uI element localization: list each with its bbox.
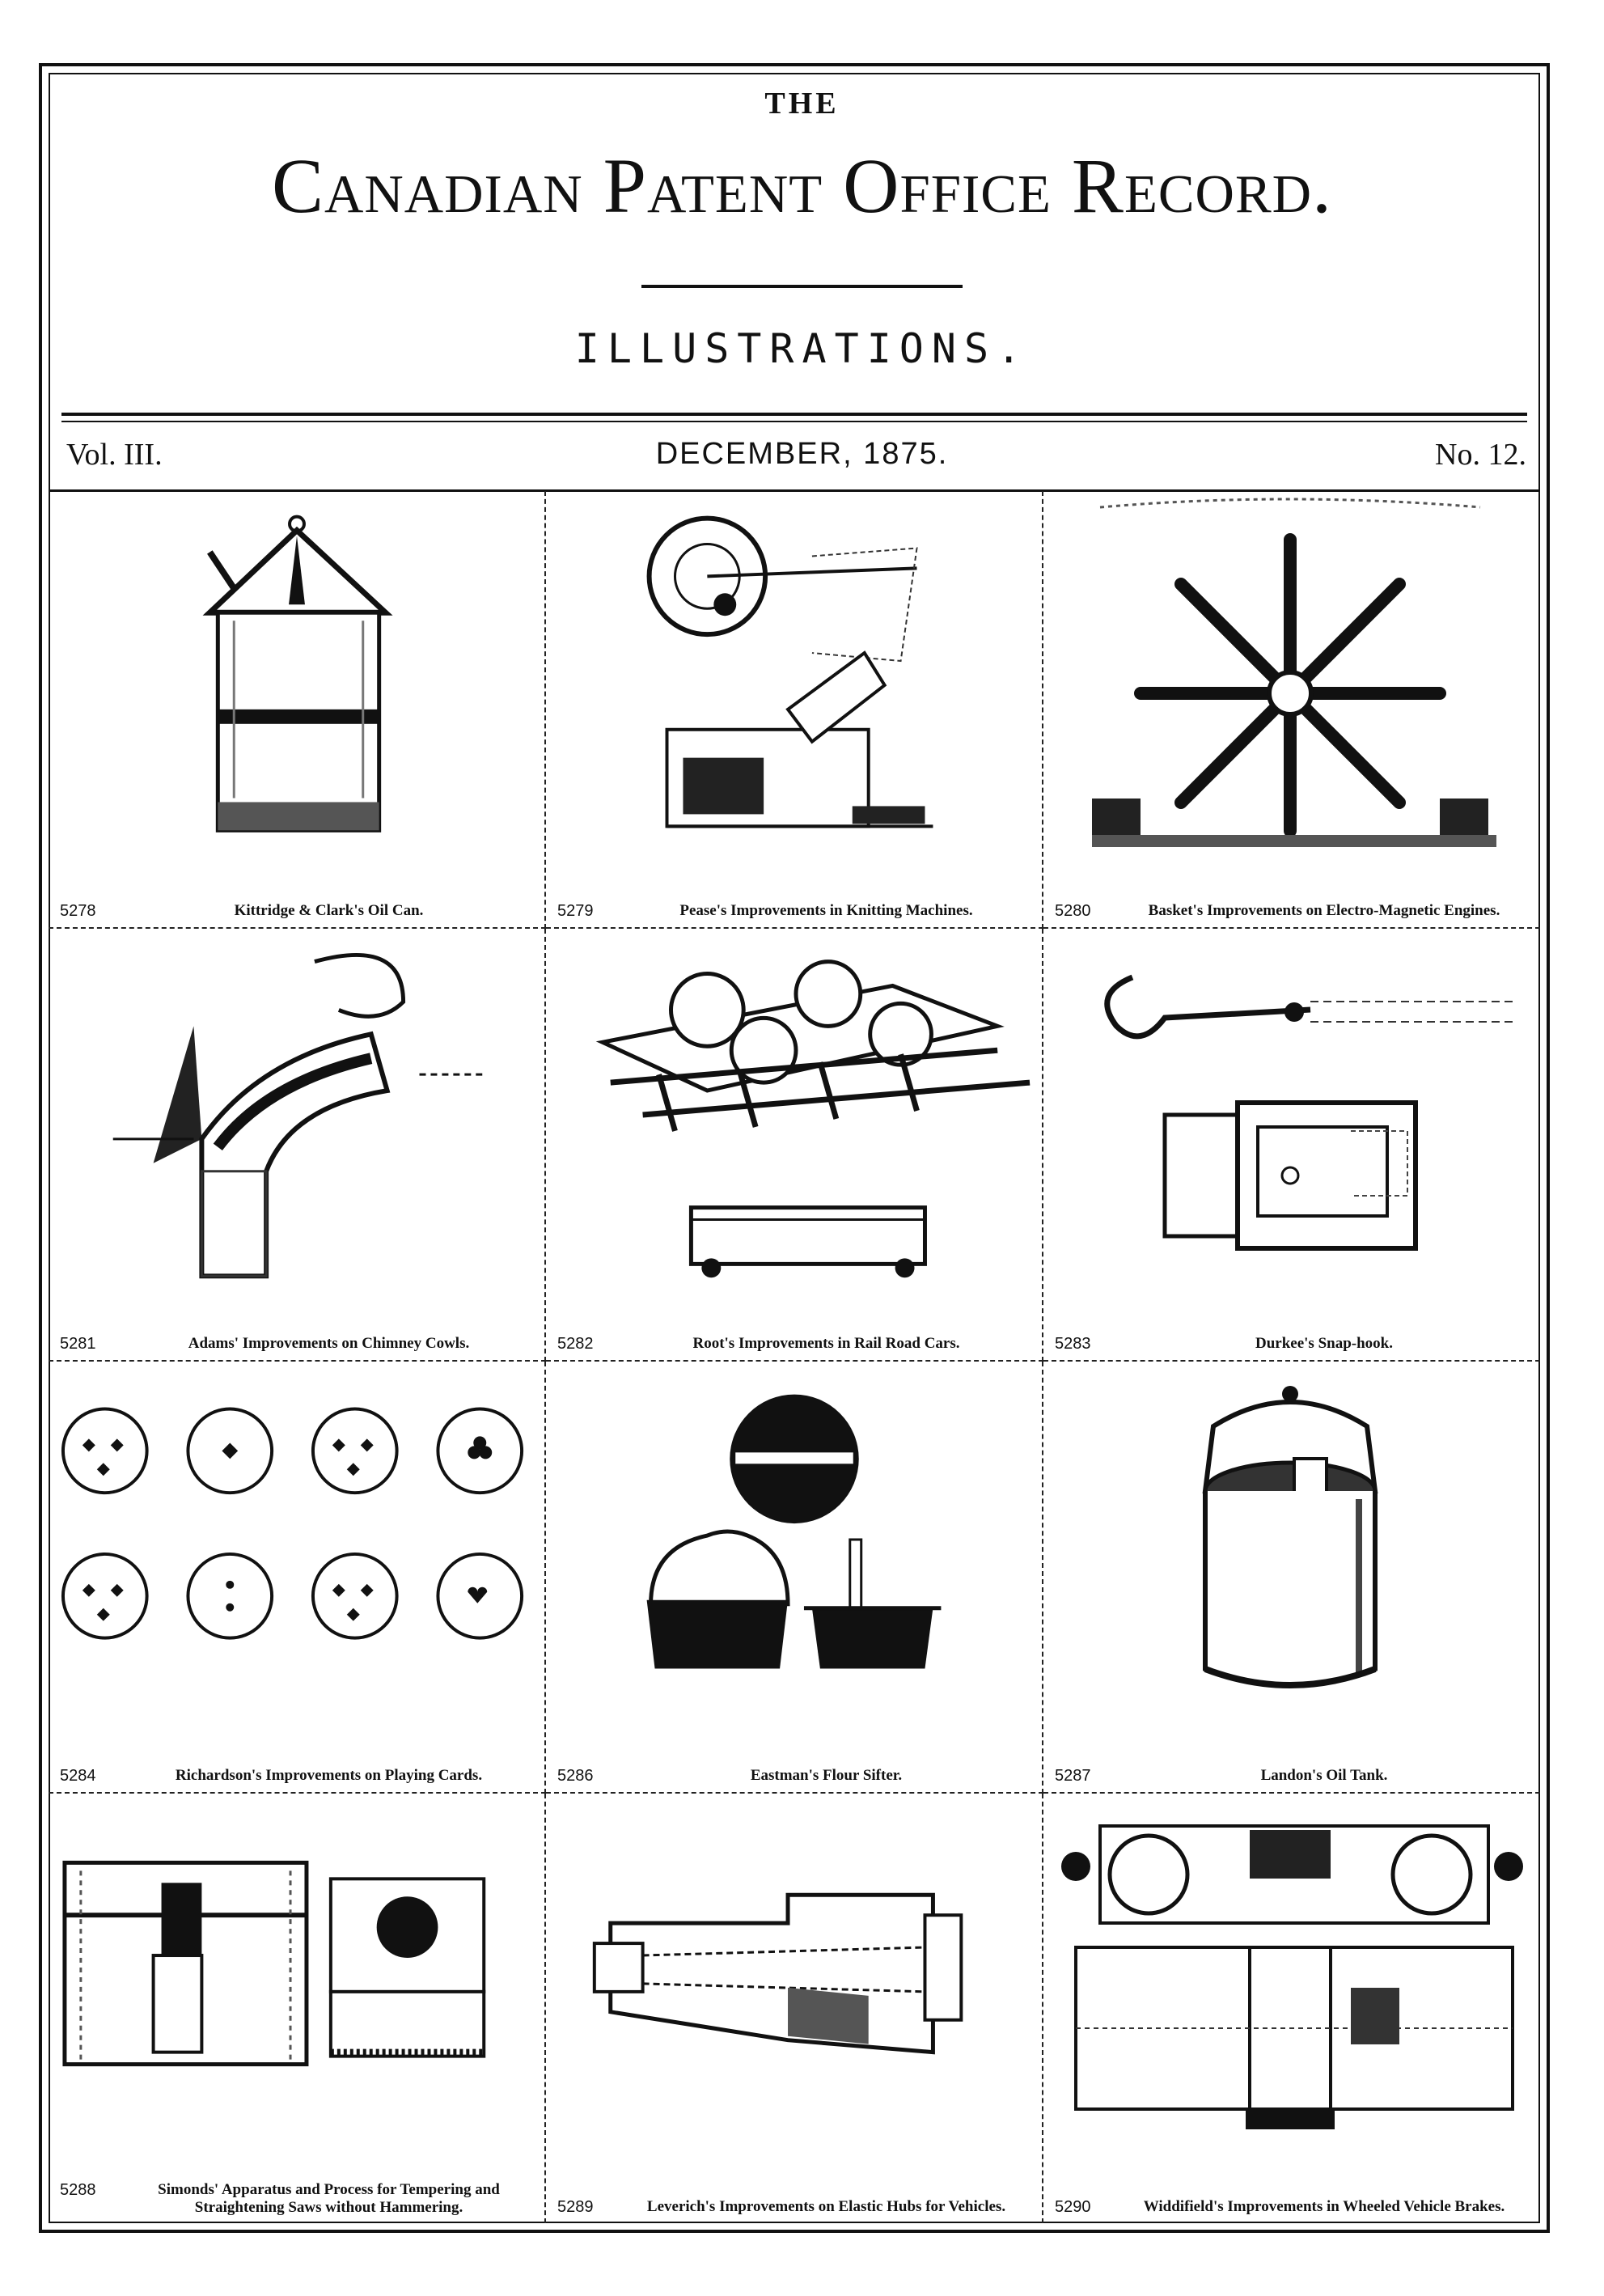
flour-sifter-illustration [546,1362,1042,1718]
issue-volume: Vol. III. [66,438,163,472]
header-rule-thin [61,421,1527,422]
plate-caption: Basket's Improvements on Electro-Magnetic Engines. [1148,902,1500,919]
plate-caption: Root's Improvements in Rail Road Cars. [692,1335,960,1352]
plate-oil-can [49,491,546,929]
vehicle-brakes-illustration [1043,1794,1540,2133]
plate-number: 5288 [60,2181,96,2200]
plate-number: 5287 [1055,1767,1091,1785]
plate-number: 5283 [1055,1335,1091,1353]
plate-knitting-machine [546,491,1043,929]
plate-caption: Durkee's Snap-hook. [1255,1335,1393,1352]
plate-snap-hook [1043,929,1540,1362]
rail-road-car-illustration [546,929,1042,1285]
knitting-machine-illustration [546,491,1042,847]
playing-cards-illustration [49,1362,544,1718]
saw-tempering-illustration [49,1794,544,2133]
plate-chimney-cowl [49,929,546,1362]
plate-playing-cards [49,1362,546,1794]
plate-number: 5279 [557,902,594,920]
plate-electro-magnetic-engine [1043,491,1540,929]
plate-caption: Kittridge & Clark's Oil Can. [234,902,424,919]
plate-saw-tempering-apparatus [49,1794,546,2223]
plate-rail-road-cars [546,929,1043,1362]
plate-vehicle-brakes [1043,1794,1540,2223]
plate-number: 5289 [557,2198,594,2216]
oil-tank-illustration [1043,1362,1540,1718]
plate-caption: Eastman's Flour Sifter. [750,1767,903,1784]
oil-can-illustration [49,491,544,847]
chimney-cowl-illustration [49,929,544,1285]
plate-number: 5284 [60,1767,96,1785]
plate-caption: Widdifield's Improvements in Wheeled Vehicle Brakes. [1143,2198,1505,2215]
plate-caption: Landon's Oil Tank. [1260,1767,1388,1784]
illustrations-grid [49,491,1540,2223]
plate-flour-sifter [546,1362,1043,1794]
plate-number: 5281 [60,1335,96,1353]
plate-elastic-hubs [546,1794,1043,2223]
snap-hook-illustration [1043,929,1540,1285]
masthead-divider [641,285,963,288]
elastic-hub-illustration [546,1794,1042,2133]
plate-caption: Pease's Improvements in Knitting Machines. [679,902,973,919]
plate-number: 5280 [1055,902,1091,920]
header-rule-thick [61,413,1527,416]
plate-caption: Richardson's Improvements on Playing Cards. [175,1767,483,1784]
masthead-the: THE [764,87,840,121]
plate-caption: Adams' Improvements on Chimney Cowls. [188,1335,470,1352]
issue-date: DECEMBER, 1875. [655,437,949,471]
plate-number: 5290 [1055,2198,1091,2216]
masthead-title: Canadian Patent Office Record. [271,142,1333,229]
plate-oil-tank [1043,1362,1540,1794]
plate-number: 5278 [60,902,96,920]
plate-caption: Leverich's Improvements on Elastic Hubs for Vehicles. [646,2198,1006,2215]
issue-number: No. 12. [1435,438,1526,472]
plate-number: 5286 [557,1767,594,1785]
electro-magnetic-engine-illustration [1043,491,1540,847]
plate-number: 5282 [557,1335,594,1353]
plate-caption: Simonds' Apparatus and Process for Tempering and Straightening Saws without Hammering. [158,2181,500,2217]
masthead-subtitle: ILLUSTRATIONS. [574,325,1030,372]
